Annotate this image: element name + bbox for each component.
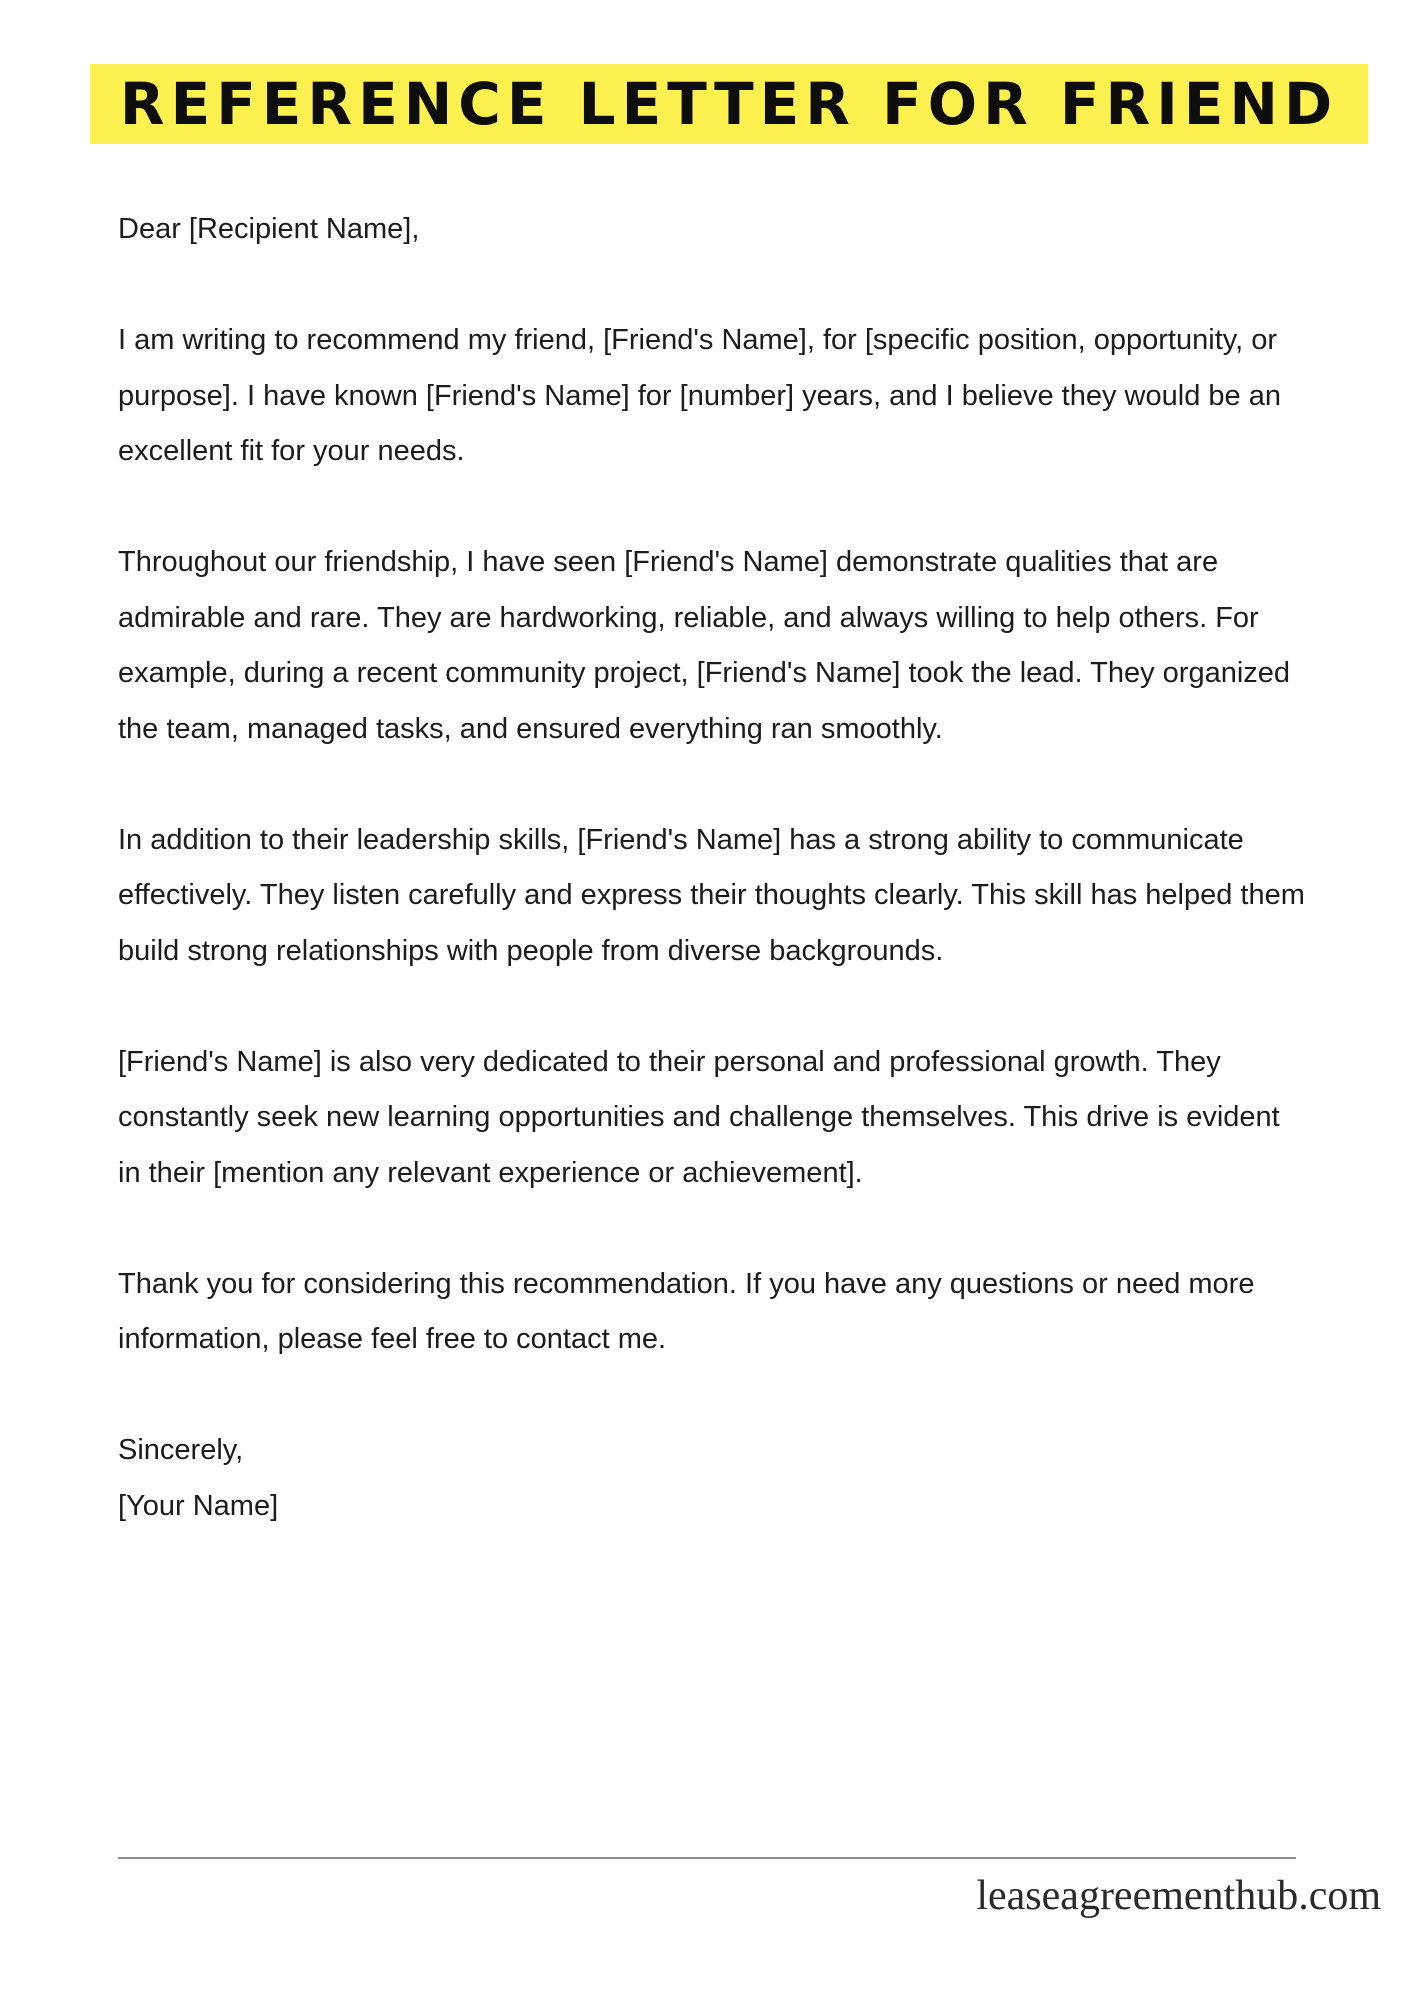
signoff bbox=[118, 1423, 1308, 1534]
page-title: REFERENCE LETTER FOR FRIEND bbox=[119, 70, 1339, 138]
closing: Sincerely, bbox=[118, 1434, 244, 1466]
footer-website: leaseagreementhub.com bbox=[976, 1873, 1381, 1919]
paragraph-5: Thank you for considering this recommendation. If you have any questions or need more information, please feel free to contact me. bbox=[118, 1267, 1255, 1355]
signature-name: [Your Name] bbox=[118, 1489, 279, 1522]
salutation: Dear [Recipient Name], bbox=[118, 213, 420, 245]
title-banner bbox=[90, 64, 1368, 144]
letter-body bbox=[118, 202, 1308, 1534]
paragraph-4: [Friend's Name] is also very dedicated to their personal and professional growth. They constantly seek new learning opportunities and challenge themselves. This drive is evident in their [mention any relevant experience or achievement]. bbox=[118, 1045, 1280, 1189]
paragraph-3: In addition to their leadership skills, [Friend's Name] has a strong ability to communicate effectively. They listen carefully and express their thoughts clearly. This skill has helped them build strong relationships with people from diverse backgrounds. bbox=[118, 823, 1305, 967]
paragraph-2: Throughout our friendship, I have seen [Friend's Name] demonstrate qualities that are admirable and rare. They are hardworking, reliable, and always willing to help others. For example, during a recent community project, [Friend's Name] took the lead. They organized the team, managed tasks, and ensured everything ran smoothly. bbox=[118, 546, 1291, 745]
paragraph-1: I am writing to recommend my friend, [Friend's Name], for [specific position, opportunity, or purpose]. I have known [Friend's Name] for [number] years, and I believe they would be an excellent fit for your needs. bbox=[118, 324, 1281, 467]
footer-divider bbox=[118, 1857, 1296, 1859]
